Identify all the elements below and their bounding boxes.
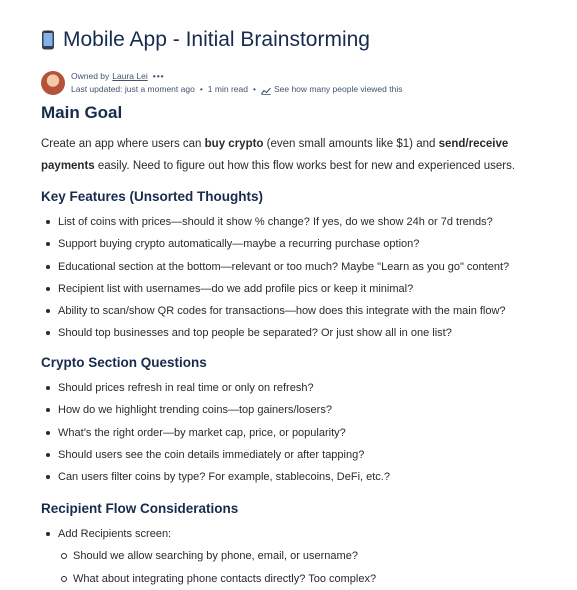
separator-dot: • [252,84,256,94]
list-item: Should top businesses and top people be separated? Or just show all in one list? [41,322,509,344]
goal-text: (even small amounts like $1) and [263,138,439,150]
list-item: Educational section at the bottom—relevant or too much? Maybe "Learn as you go" content? [41,256,509,278]
read-time-text: 1 min read [207,84,248,94]
list-item: List of coins with prices—should it show % change? If yes, do we show 24h or 7d trends? [41,211,509,233]
key-features-heading: Key Features (Unsorted Thoughts) [41,189,264,204]
goal-bold-buy-crypto: buy crypto [204,138,264,150]
key-features-list [41,211,509,345]
main-goal-paragraph [41,133,561,177]
byline [41,69,402,97]
goal-text: Create an app where users can [41,138,205,150]
list-item: Recipient list with usernames—do we add profile pics or keep it minimal? [41,278,509,300]
goal-bold-send-receive: send/receive payments [41,138,509,172]
crypto-questions-list [41,377,390,488]
list-item: Ability to scan/show QR codes for transactions—how does this integrate with the main flow? [41,300,509,322]
page-views-link[interactable]: See how many people viewed this [273,84,403,94]
sub-list-item: What about integrating phone contacts directly? Too complex? [41,568,376,590]
sub-list-item: Should we allow searching by phone, email, or username? [41,545,376,567]
mobile-phone-icon [41,30,55,50]
main-goal-heading: Main Goal [41,103,123,122]
last-updated-text: Last updated: just a moment ago [71,84,195,94]
analytics-chart-icon [261,86,271,94]
recipient-flow-heading: Recipient Flow Considerations [41,501,239,516]
crypto-questions-heading: Crypto Section Questions [41,355,207,370]
page-title [41,28,370,52]
list-item: Add Recipients screen: [41,523,376,545]
list-item: How do we highlight trending coins—top gainers/losers? [41,399,390,421]
list-item: Should users see the coin details immediately or after tapping? [41,444,390,466]
page-title-text: Mobile App - Initial Brainstorming [63,28,370,51]
recipient-flow-list [41,523,376,590]
separator-dot: • [199,84,203,94]
goal-text: easily. Need to figure out how this flow works best for new and experienced users. [94,160,516,172]
more-actions-icon[interactable]: ••• [152,71,165,81]
list-item: Support buying crypto automatically—maybe a recurring purchase option? [41,233,509,255]
list-item: What’s the right order—by market cap, price, or popularity? [41,422,390,444]
list-item: Should prices refresh in real time or only on refresh? [41,377,390,399]
owner-link[interactable]: Laura Lei [112,71,148,81]
list-item: Can users filter coins by type? For example, stablecoins, DeFi, etc.? [41,466,390,488]
byline-meta [71,70,402,96]
owned-by-label: Owned by [71,71,110,81]
avatar[interactable] [41,71,65,95]
